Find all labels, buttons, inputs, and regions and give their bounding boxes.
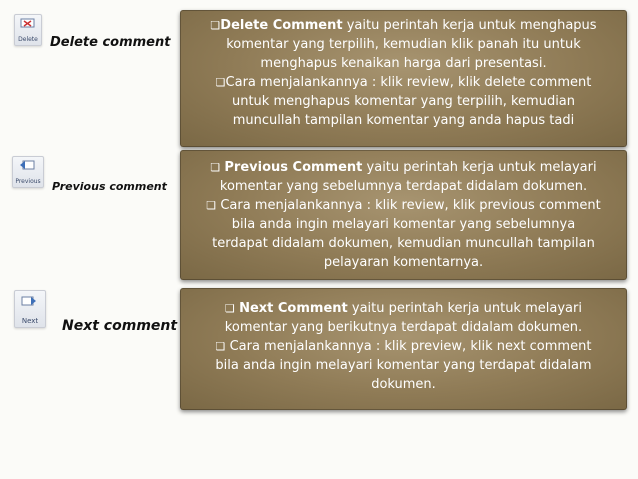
icon-caption: Next bbox=[21, 317, 39, 325]
line: menghapus kenaikan harga dari presentasi. bbox=[260, 56, 547, 71]
line: bila anda ingin melayari komentar yang terdapat didalam bbox=[215, 358, 592, 373]
line: yaitu perintah kerja untuk menghapus bbox=[346, 18, 597, 33]
previous-bullet-2 bbox=[180, 196, 627, 272]
term: Delete Comment bbox=[220, 18, 343, 33]
line: komentar yang terpilih, kemudian klik panah itu untuk bbox=[226, 37, 581, 52]
delete-comment-label: Delete comment bbox=[50, 35, 171, 50]
bullet-icon: ❏ bbox=[215, 76, 226, 89]
line: Cara menjalankannya : klik review, klik delete comment bbox=[225, 75, 592, 90]
line: Cara menjalankannya : klik preview, klik next comment bbox=[229, 339, 592, 354]
delete-bullet-2 bbox=[180, 73, 627, 130]
next-comment-panel bbox=[180, 288, 627, 410]
arrow-right-icon bbox=[21, 296, 36, 307]
line: untuk menghapus komentar yang terpilih, kemudian bbox=[231, 94, 576, 109]
delete-comment-panel bbox=[180, 10, 627, 147]
comment-delete-glyph bbox=[20, 18, 35, 29]
icon-caption: Delete bbox=[18, 36, 38, 43]
line: muncullah tampilan komentar yang anda hapus tadi bbox=[232, 113, 575, 128]
next-bullet-2 bbox=[180, 337, 627, 394]
bullet-icon: ❏ bbox=[210, 161, 221, 174]
line: yaitu perintah kerja untuk melayari bbox=[351, 301, 582, 316]
delete-bullet-1 bbox=[180, 10, 627, 73]
bullet-icon: ❏ bbox=[215, 340, 226, 353]
term: Previous Comment bbox=[224, 160, 363, 175]
previous-comment-label: Previous comment bbox=[52, 180, 167, 193]
line: komentar yang berikutnya terdapat didalam dokumen. bbox=[224, 320, 583, 335]
previous-comment-icon bbox=[12, 156, 44, 188]
line: yaitu perintah kerja untuk melayari bbox=[366, 160, 597, 175]
term: Next Comment bbox=[239, 301, 348, 316]
icon-caption: Previous bbox=[15, 178, 41, 185]
line: terdapat didalam dokumen, kemudian muncullah tampilan bbox=[212, 236, 595, 251]
bullet-icon: ❏ bbox=[206, 199, 217, 212]
line: pelayaran komentarnya. bbox=[323, 255, 484, 270]
line: dokumen. bbox=[371, 377, 436, 392]
arrow-left-icon bbox=[20, 160, 35, 171]
bullet-icon: ❏ bbox=[210, 19, 221, 32]
previous-comment-panel bbox=[180, 150, 627, 280]
next-comment-label: Next comment bbox=[62, 318, 178, 334]
line: bila anda ingin melayari komentar yang sebelumnya bbox=[231, 217, 576, 232]
next-bullet-1 bbox=[180, 288, 627, 337]
previous-bullet-1 bbox=[180, 150, 627, 196]
delete-comment-icon bbox=[14, 14, 42, 46]
next-comment-icon bbox=[14, 290, 46, 328]
line: Cara menjalankannya : klik review, klik previous comment bbox=[220, 198, 601, 213]
bullet-icon: ❏ bbox=[225, 302, 235, 315]
line: komentar yang sebelumnya terdapat didalam dokumen. bbox=[219, 179, 588, 194]
